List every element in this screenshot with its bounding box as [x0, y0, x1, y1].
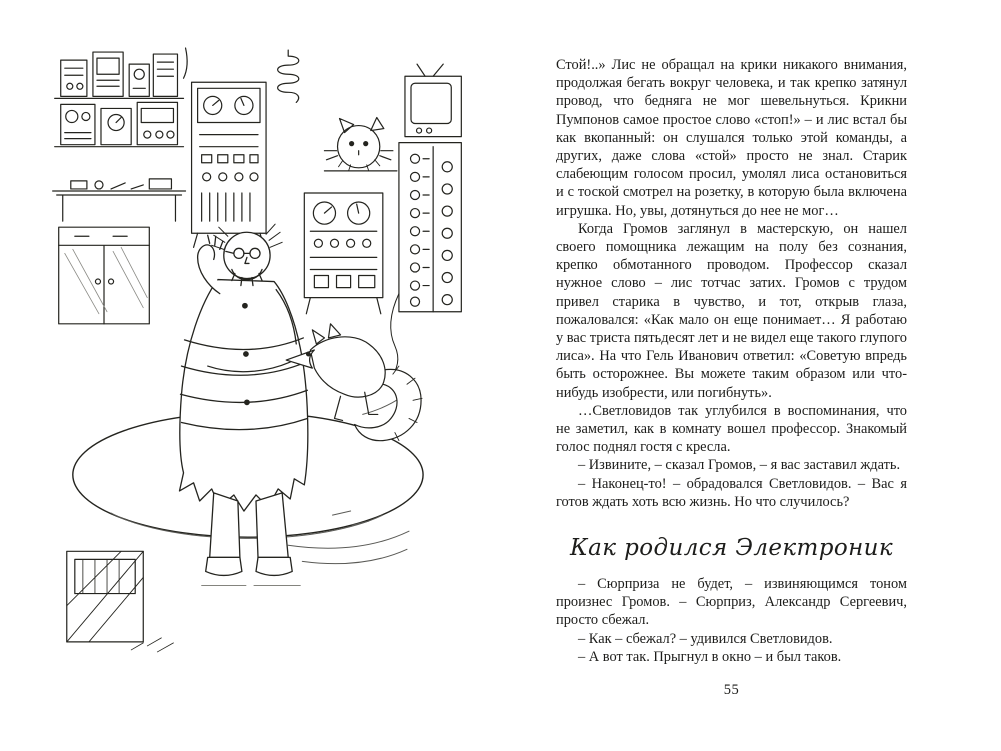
right-page	[556, 56, 907, 699]
chapter-title: Как родился Электроник	[569, 535, 894, 562]
old-man	[179, 224, 307, 585]
paragraph: …Светловидов так углубился в воспоминания, что не заметил, как в комнату вошел профессор. Знакомый голос поднял гостя с кресла.	[556, 402, 907, 456]
dialogue-line: – Как – сбежал? – удивился Светловидов.	[578, 630, 833, 647]
left-page	[50, 42, 464, 658]
dialogue-line: – Извините, – сказал Громов, – я вас заставил ждать.	[578, 457, 901, 474]
page-number: 55	[723, 682, 740, 699]
paragraph: Когда Громов заглянул в мастерскую, он нашел своего помощника лежащим на полу без сознания, крепко обмотанного проводом. Профессор сказал нужное слово – лис тотчас затих. Громов с трудом привел старика в чувство, и тот, открыв глаза, пожаловался: «Как мало он еще понимает… Я работаю у вас триста пятьдесят лет и не видел еще такого глупого лиса». На что Гель Иванович ответил: «Советую впредь быть осторожнее. Вы можете таким образом или что-нибудь изобрести, или погибнуть».	[556, 220, 907, 401]
illustration-old-man-wrapped-in-wire-with-fox	[50, 42, 464, 658]
dialogue-line: – Наконец-то! – обрадовался Светловидов. – Вас я готов ждать хоть всю жизнь. Но что случилось?	[556, 475, 907, 510]
paragraph: Стой!..» Лис не обращал на крики никакого внимания, продолжая бегать вокруг человека, и так крепко затянул провод, что бедняга не мог шевельнуться. Крикни Пумпонов самое простое слово «стоп!» – и лис встал бы как вкопанный: он слушался только этой команды, а других, даже слова «стой» просто не знал. Старик слабеющим голосом просил, умолял лиса остановиться и с тоской смотрел на розетку, в которую была включена игрушка. Но, увы, дотянуться до нее не мог…	[556, 57, 907, 219]
dialogue-line: – А вот так. Прыгнул в окно – и был таков.	[578, 648, 842, 665]
paragraph: – Сюрприза не будет, – извиняющимся тоном произнес Громов. – Сюрприз, Александр Сергеевич, просто сбежал.	[556, 576, 907, 629]
